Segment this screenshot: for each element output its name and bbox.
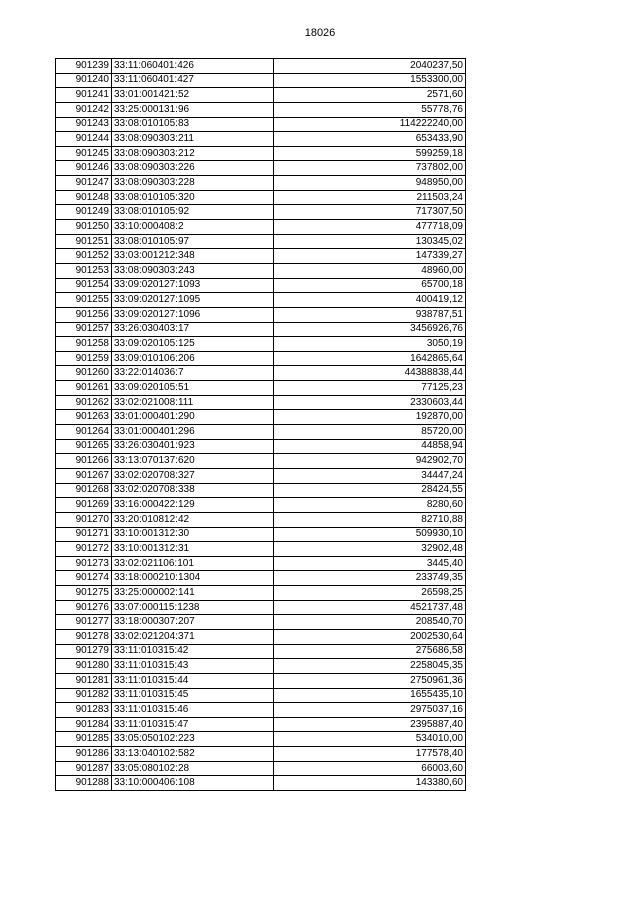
cadastral-value-cell: 44388838,44 xyxy=(274,366,466,381)
row-number-cell: 901250 xyxy=(56,220,112,235)
row-number-cell: 901286 xyxy=(56,747,112,762)
cadastral-number-cell: 33:09:010106:206 xyxy=(112,351,274,366)
row-number-cell: 901248 xyxy=(56,190,112,205)
row-number-cell: 901253 xyxy=(56,263,112,278)
cadastral-value-cell: 2571,60 xyxy=(274,88,466,103)
cadastral-value-cell: 48960,00 xyxy=(274,263,466,278)
table-row xyxy=(56,571,466,586)
cadastral-number-cell: 33:25:000131:96 xyxy=(112,102,274,117)
cadastral-value-cell: 2258045,35 xyxy=(274,659,466,674)
row-number-cell: 901265 xyxy=(56,439,112,454)
cadastral-number-cell: 33:11:060401:427 xyxy=(112,73,274,88)
cadastral-number-cell: 33:01:001421:52 xyxy=(112,88,274,103)
cadastral-number-cell: 33:10:000408:2 xyxy=(112,220,274,235)
table-row xyxy=(56,293,466,308)
table-row xyxy=(56,586,466,601)
table-row xyxy=(56,205,466,220)
cadastral-value-cell: 737802,00 xyxy=(274,161,466,176)
table-row xyxy=(56,161,466,176)
cadastral-number-cell: 33:08:010105:320 xyxy=(112,190,274,205)
cadastral-value-cell: 65700,18 xyxy=(274,278,466,293)
cadastral-number-cell: 33:01:000401:296 xyxy=(112,425,274,440)
row-number-cell: 901261 xyxy=(56,381,112,396)
cadastral-value-cell: 44858,94 xyxy=(274,439,466,454)
table-row xyxy=(56,190,466,205)
table-row xyxy=(56,366,466,381)
cadastral-value-cell: 2750961,36 xyxy=(274,673,466,688)
cadastral-number-cell: 33:26:030401:923 xyxy=(112,439,274,454)
table-row xyxy=(56,337,466,352)
cadastral-number-cell: 33:26:030403:17 xyxy=(112,322,274,337)
cadastral-value-cell: 192870,00 xyxy=(274,410,466,425)
cadastral-value-cell: 32902,48 xyxy=(274,542,466,557)
cadastral-number-cell: 33:08:090303:228 xyxy=(112,176,274,191)
cadastral-value-cell: 66003,60 xyxy=(274,761,466,776)
cadastral-number-cell: 33:10:000406:108 xyxy=(112,776,274,791)
row-number-cell: 901259 xyxy=(56,351,112,366)
table-row xyxy=(56,234,466,249)
row-number-cell: 901273 xyxy=(56,556,112,571)
cadastral-value-cell: 4521737,48 xyxy=(274,600,466,615)
cadastral-value-cell: 942902,70 xyxy=(274,454,466,469)
row-number-cell: 901268 xyxy=(56,483,112,498)
cadastral-value-cell: 3456926,76 xyxy=(274,322,466,337)
cadastral-value-cell: 534010,00 xyxy=(274,732,466,747)
cadastral-number-cell: 33:02:020708:338 xyxy=(112,483,274,498)
table-row xyxy=(56,703,466,718)
row-number-cell: 901270 xyxy=(56,512,112,527)
table-row xyxy=(56,615,466,630)
row-number-cell: 901249 xyxy=(56,205,112,220)
row-number-cell: 901267 xyxy=(56,468,112,483)
table-row xyxy=(56,454,466,469)
cadastral-number-cell: 33:18:000307:207 xyxy=(112,615,274,630)
table-row xyxy=(56,410,466,425)
table-row xyxy=(56,659,466,674)
row-number-cell: 901240 xyxy=(56,73,112,88)
row-number-cell: 901255 xyxy=(56,293,112,308)
cadastral-number-cell: 33:18:000210:1304 xyxy=(112,571,274,586)
cadastral-value-cell: 2330603,44 xyxy=(274,395,466,410)
cadastral-number-cell: 33:05:080102:28 xyxy=(112,761,274,776)
cadastral-number-cell: 33:01:000401:290 xyxy=(112,410,274,425)
table-row xyxy=(56,307,466,322)
cadastral-value-cell: 114222240,00 xyxy=(274,117,466,132)
table-row xyxy=(56,381,466,396)
cadastral-value-table xyxy=(55,58,466,791)
row-number-cell: 901280 xyxy=(56,659,112,674)
cadastral-number-cell: 33:11:010315:46 xyxy=(112,703,274,718)
cadastral-number-cell: 33:22:014036:7 xyxy=(112,366,274,381)
table-row xyxy=(56,688,466,703)
cadastral-value-cell: 948950,00 xyxy=(274,176,466,191)
row-number-cell: 901283 xyxy=(56,703,112,718)
cadastral-number-cell: 33:11:060401:426 xyxy=(112,59,274,74)
table-row xyxy=(56,498,466,513)
table-row xyxy=(56,117,466,132)
cadastral-number-cell: 33:08:090303:211 xyxy=(112,132,274,147)
table-row xyxy=(56,73,466,88)
table-row xyxy=(56,644,466,659)
table-row xyxy=(56,747,466,762)
row-number-cell: 901252 xyxy=(56,249,112,264)
cadastral-number-cell: 33:08:090303:243 xyxy=(112,263,274,278)
table-row xyxy=(56,732,466,747)
table-row xyxy=(56,776,466,791)
table-row xyxy=(56,102,466,117)
row-number-cell: 901282 xyxy=(56,688,112,703)
cadastral-number-cell: 33:02:021204:371 xyxy=(112,629,274,644)
cadastral-value-cell: 82710,88 xyxy=(274,512,466,527)
cadastral-value-cell: 2395887,40 xyxy=(274,717,466,732)
table-row xyxy=(56,468,466,483)
cadastral-number-cell: 33:02:021106:101 xyxy=(112,556,274,571)
table-row xyxy=(56,176,466,191)
cadastral-number-cell: 33:08:090303:212 xyxy=(112,146,274,161)
cadastral-number-cell: 33:11:010315:47 xyxy=(112,717,274,732)
cadastral-value-cell: 1553300,00 xyxy=(274,73,466,88)
cadastral-value-cell: 2975037,16 xyxy=(274,703,466,718)
cadastral-value-cell: 2002530,64 xyxy=(274,629,466,644)
cadastral-value-cell: 3445,40 xyxy=(274,556,466,571)
table-row xyxy=(56,629,466,644)
cadastral-value-cell: 85720,00 xyxy=(274,425,466,440)
cadastral-value-cell: 26598,25 xyxy=(274,586,466,601)
cadastral-value-cell: 147339,27 xyxy=(274,249,466,264)
table-row xyxy=(56,439,466,454)
row-number-cell: 901258 xyxy=(56,337,112,352)
row-number-cell: 901271 xyxy=(56,527,112,542)
cadastral-number-cell: 33:02:021008:111 xyxy=(112,395,274,410)
cadastral-value-cell: 208540,70 xyxy=(274,615,466,630)
row-number-cell: 901277 xyxy=(56,615,112,630)
row-number-cell: 901278 xyxy=(56,629,112,644)
cadastral-number-cell: 33:09:020105:125 xyxy=(112,337,274,352)
table-row xyxy=(56,556,466,571)
cadastral-number-cell: 33:25:000002:141 xyxy=(112,586,274,601)
cadastral-value-cell: 275686,58 xyxy=(274,644,466,659)
cadastral-number-cell: 33:02:020708:327 xyxy=(112,468,274,483)
cadastral-value-cell: 400419,12 xyxy=(274,293,466,308)
row-number-cell: 901281 xyxy=(56,673,112,688)
cadastral-value-cell: 8280,60 xyxy=(274,498,466,513)
cadastral-number-cell: 33:11:010315:43 xyxy=(112,659,274,674)
row-number-cell: 901279 xyxy=(56,644,112,659)
table-row xyxy=(56,425,466,440)
row-number-cell: 901264 xyxy=(56,425,112,440)
table-row xyxy=(56,717,466,732)
row-number-cell: 901242 xyxy=(56,102,112,117)
cadastral-value-cell: 211503,24 xyxy=(274,190,466,205)
row-number-cell: 901245 xyxy=(56,146,112,161)
cadastral-value-cell: 3050,19 xyxy=(274,337,466,352)
row-number-cell: 901247 xyxy=(56,176,112,191)
row-number-cell: 901241 xyxy=(56,88,112,103)
cadastral-number-cell: 33:08:090303:226 xyxy=(112,161,274,176)
cadastral-number-cell: 33:13:040102:582 xyxy=(112,747,274,762)
cadastral-value-cell: 509930,10 xyxy=(274,527,466,542)
cadastral-value-cell: 2040237,50 xyxy=(274,59,466,74)
row-number-cell: 901254 xyxy=(56,278,112,293)
table-row xyxy=(56,527,466,542)
table-row xyxy=(56,278,466,293)
cadastral-number-cell: 33:03:001212:348 xyxy=(112,249,274,264)
row-number-cell: 901275 xyxy=(56,586,112,601)
cadastral-number-cell: 33:07:000115:1238 xyxy=(112,600,274,615)
row-number-cell: 901274 xyxy=(56,571,112,586)
row-number-cell: 901287 xyxy=(56,761,112,776)
cadastral-number-cell: 33:08:010105:83 xyxy=(112,117,274,132)
table-row xyxy=(56,146,466,161)
cadastral-value-cell: 477718,09 xyxy=(274,220,466,235)
cadastral-number-cell: 33:11:010315:44 xyxy=(112,673,274,688)
table-row xyxy=(56,600,466,615)
cadastral-number-cell: 33:05:050102:223 xyxy=(112,732,274,747)
cadastral-number-cell: 33:08:010105:92 xyxy=(112,205,274,220)
cadastral-number-cell: 33:11:010315:45 xyxy=(112,688,274,703)
table-row xyxy=(56,132,466,147)
table-row xyxy=(56,88,466,103)
table-row xyxy=(56,512,466,527)
cadastral-number-cell: 33:09:020127:1095 xyxy=(112,293,274,308)
cadastral-number-cell: 33:13:070137:620 xyxy=(112,454,274,469)
cadastral-value-cell: 717307,50 xyxy=(274,205,466,220)
row-number-cell: 901262 xyxy=(56,395,112,410)
cadastral-value-cell: 143380,60 xyxy=(274,776,466,791)
table-row xyxy=(56,59,466,74)
table-row xyxy=(56,761,466,776)
row-number-cell: 901285 xyxy=(56,732,112,747)
row-number-cell: 901272 xyxy=(56,542,112,557)
cadastral-number-cell: 33:10:001312:31 xyxy=(112,542,274,557)
cadastral-number-cell: 33:09:020127:1096 xyxy=(112,307,274,322)
cadastral-value-cell: 34447,24 xyxy=(274,468,466,483)
cadastral-value-cell: 177578,40 xyxy=(274,747,466,762)
row-number-cell: 901288 xyxy=(56,776,112,791)
table-row xyxy=(56,673,466,688)
cadastral-number-cell: 33:16:000422:129 xyxy=(112,498,274,513)
cadastral-value-cell: 130345,02 xyxy=(274,234,466,249)
table-row xyxy=(56,351,466,366)
row-number-cell: 901256 xyxy=(56,307,112,322)
row-number-cell: 901251 xyxy=(56,234,112,249)
cadastral-number-cell: 33:10:001312:30 xyxy=(112,527,274,542)
table-row xyxy=(56,322,466,337)
row-number-cell: 901266 xyxy=(56,454,112,469)
table-row xyxy=(56,542,466,557)
cadastral-value-cell: 653433,90 xyxy=(274,132,466,147)
cadastral-value-cell: 77125,23 xyxy=(274,381,466,396)
cadastral-value-cell: 55778,76 xyxy=(274,102,466,117)
cadastral-value-cell: 599259,18 xyxy=(274,146,466,161)
table-row xyxy=(56,395,466,410)
cadastral-value-cell: 938787,51 xyxy=(274,307,466,322)
row-number-cell: 901263 xyxy=(56,410,112,425)
page-number: 18026 xyxy=(304,27,336,39)
cadastral-number-cell: 33:08:010105:97 xyxy=(112,234,274,249)
table-row xyxy=(56,483,466,498)
table-row xyxy=(56,220,466,235)
row-number-cell: 901257 xyxy=(56,322,112,337)
row-number-cell: 901269 xyxy=(56,498,112,513)
row-number-cell: 901276 xyxy=(56,600,112,615)
table-body xyxy=(56,59,466,791)
row-number-cell: 901246 xyxy=(56,161,112,176)
cadastral-value-cell: 233749,35 xyxy=(274,571,466,586)
table-row xyxy=(56,249,466,264)
row-number-cell: 901260 xyxy=(56,366,112,381)
cadastral-number-cell: 33:20:010812:42 xyxy=(112,512,274,527)
cadastral-value-cell: 1642865,64 xyxy=(274,351,466,366)
table-row xyxy=(56,263,466,278)
cadastral-number-cell: 33:11:010315:42 xyxy=(112,644,274,659)
row-number-cell: 901239 xyxy=(56,59,112,74)
cadastral-value-cell: 1655435,10 xyxy=(274,688,466,703)
cadastral-value-cell: 28424,55 xyxy=(274,483,466,498)
row-number-cell: 901243 xyxy=(56,117,112,132)
cadastral-number-cell: 33:09:020105:51 xyxy=(112,381,274,396)
row-number-cell: 901284 xyxy=(56,717,112,732)
cadastral-number-cell: 33:09:020127:1093 xyxy=(112,278,274,293)
row-number-cell: 901244 xyxy=(56,132,112,147)
